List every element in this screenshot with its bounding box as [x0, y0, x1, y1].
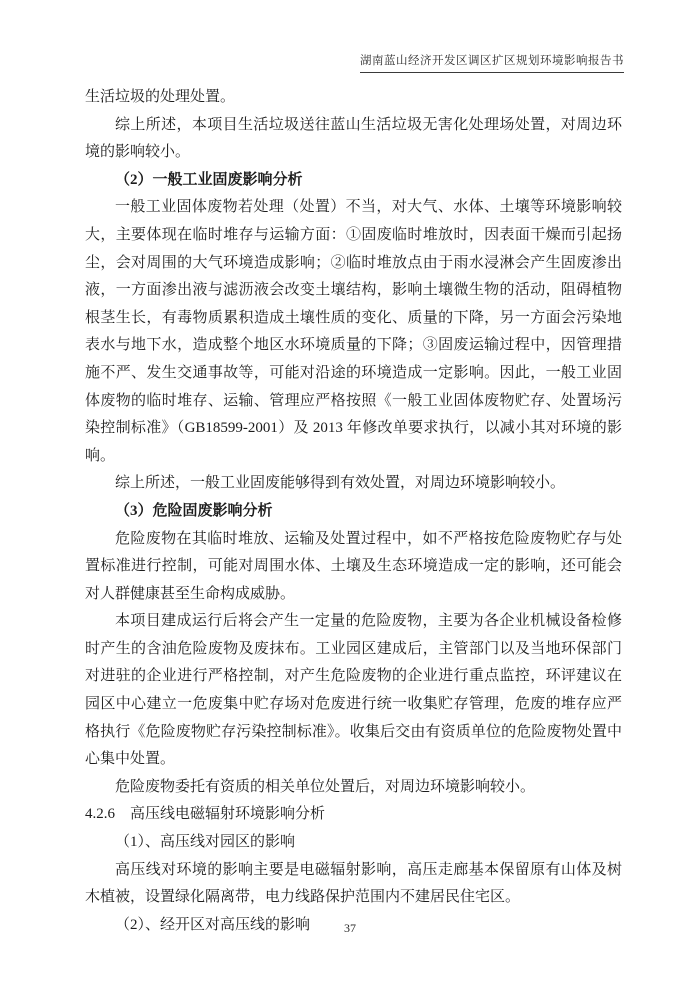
paragraph-continuation: 生活垃圾的处理处置。: [85, 89, 236, 105]
paragraph-hazardous-waste-management: 本项目建成运行后将会产生一定量的危险废物，主要为各企业机械设备检修时产生的含油危险废物及废抹布。工业园区建成后，主管部门以及当地环保部门对进驻的企业进行严格控制，对产生危险废物的企业进行重点监控，环评建议在园区中心建立一危废集中贮存场对危废进行统一收集贮存管理，危废的堆存应严格执行《危险废物贮存污染控制标准》。收集后交由有资质单位的危险废物处置中心集中处置。: [85, 613, 622, 768]
heading-section-4-2-6: 4.2.6 高压线电磁辐射环境影响分析: [85, 806, 326, 823]
heading-hazardous-solid-waste: （3）危险固废影响分析: [115, 502, 273, 519]
heading-general-industrial-solid-waste: （2）一般工业固废影响分析: [115, 171, 303, 188]
paragraph-summary-general-waste: 综上所述，一般工业固废能够得到有效处置，对周边环境影响较小。: [115, 475, 566, 492]
paragraph-hazardous-waste-conclusion: 危险废物委托有资质的相关单位处置后，对周边环境影响较小。: [115, 778, 536, 795]
paragraph-hazardous-waste-risks: 危险废物在其临时堆放、运输及处置过程中，如不严格按危险废物贮存与处置标准进行控制，可能对周围水体、土壤及生态环境造成一定的影响，还可能会对人群健康甚至生命构成威胁。: [85, 530, 622, 602]
paragraph-hv-line-impact: 高压线对环境的影响主要是电磁辐射影响，高压走廊基本保留原有山体及树木植被，设置绿化隔离带，电力线路保护范围内不建居民住宅区。: [85, 861, 622, 906]
page-header-title: 湖南蓝山经济开发区调区扩区规划环境影响报告书: [360, 54, 624, 73]
document-body: [85, 84, 622, 939]
subheading-park-impact-on-hv-line: （2）、经开区对高压线的影响: [115, 916, 311, 933]
paragraph-general-industrial-waste-analysis: 一般工业固体废物若处理（处置）不当，对大气、水体、土壤等环境影响较大，主要体现在临时堆存与运输方面：①固废临时堆放时，因表面干燥而引起扬尘，会对周围的大气环境造成影响；②临时堆放点由于雨水浸淋会产生固废渗出液，一方面渗出液与滤沥液会改变土壤结构，影响土壤微生物的活动，阻碍植物根茎生长，有毒物质累积造成土壤性质的变化、质量的下降，另一方面会污染地表水与地下水，造成整个地区水环境质量的下降；③固废运输过程中，因管理措施不严、发生交通事故等，可能对沿途的环境造成一定影响。因此，一般工业固体废物的临时堆存、运输、管理应严格按照《一般工业固体废物贮存、处置场污染控制标准》（GB18599-2001）及 2013 年修改单要求执行，以减小其对环境的影响。: [85, 199, 622, 464]
subheading-hv-line-impact-on-park: （1）、高压线对园区的影响: [115, 834, 296, 851]
paragraph-summary-domestic-waste: 综上所述，本项目生活垃圾送往蓝山生活垃圾无害化处理场处置，对周边环境的影响较小。: [85, 116, 622, 161]
page-number: 37: [344, 921, 356, 935]
